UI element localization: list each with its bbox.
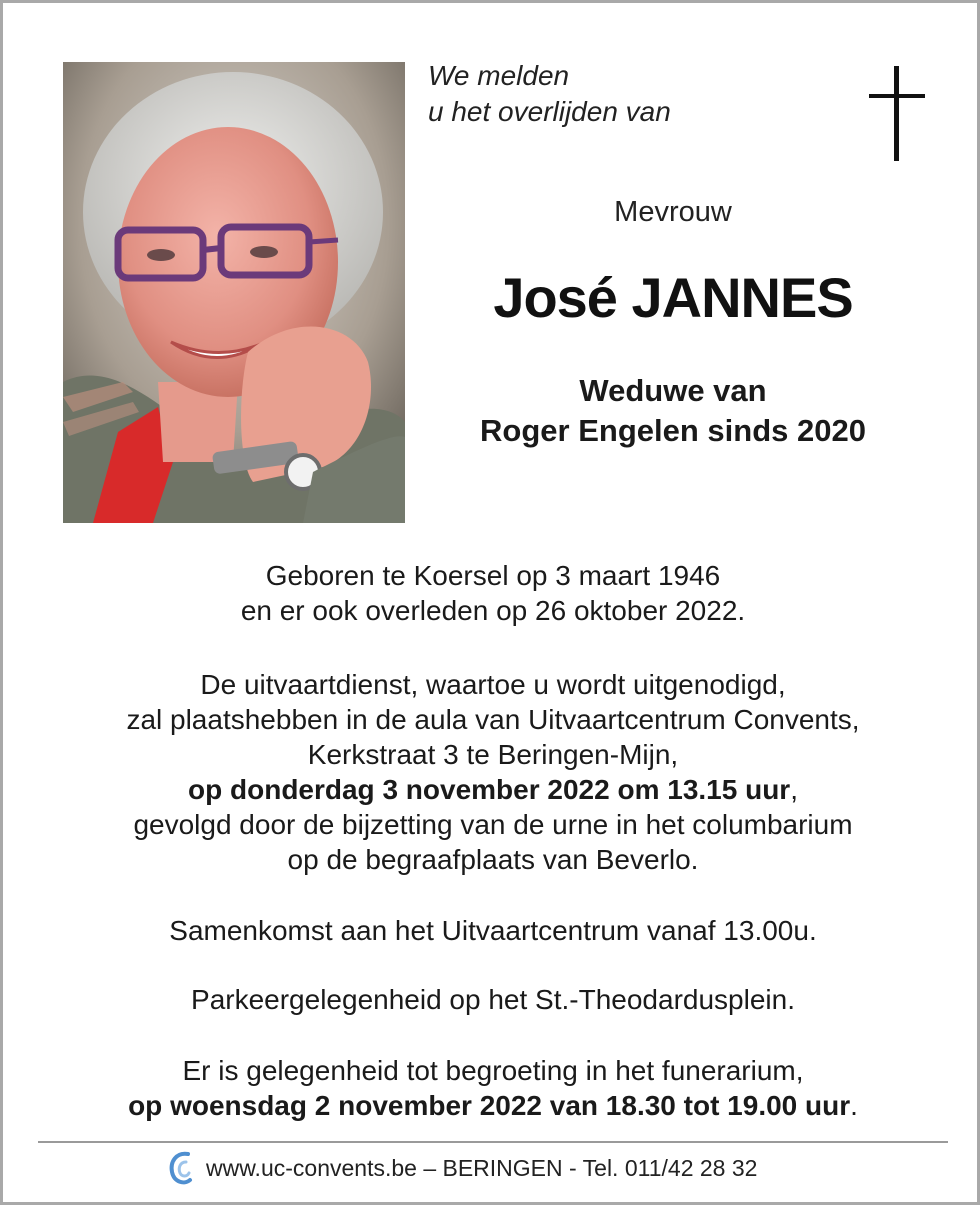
portrait-photo [63, 62, 405, 523]
birth-line: Geboren te Koersel op 3 maart 1946 [265, 560, 721, 591]
widow-of [423, 371, 923, 451]
intro-text [428, 58, 671, 130]
cross-icon [869, 66, 925, 162]
widow-line-1: Weduwe van [579, 373, 767, 408]
visitation-block [43, 1053, 943, 1123]
service-date-line: op donderdag 3 november 2022 om 13.15 uur, [188, 774, 798, 805]
footer-divider [38, 1141, 948, 1143]
service-date: op donderdag 3 november 2022 om 13.15 uur [188, 774, 791, 805]
service-line-1: De uitvaartdienst, waartoe u wordt uitgenodigd, [200, 669, 786, 700]
honorific: Mevrouw [614, 196, 732, 228]
visitation-date: op woensdag 2 november 2022 van 18.30 tot 19.00 uur [128, 1090, 851, 1121]
widow-line-2: Roger Engelen sinds 2020 [480, 413, 866, 448]
uc-convents-logo-icon [168, 1150, 194, 1186]
service-line-2: zal plaatshebben in de aula van Uitvaartcentrum Convents, [126, 704, 860, 735]
footer-contact: www.uc-convents.be – BERINGEN - Tel. 011/42 28 32 [206, 1154, 758, 1181]
footer [168, 1148, 757, 1188]
gathering-line: Samenkomst aan het Uitvaartcentrum vanaf 13.00u. [169, 915, 817, 946]
service-line-3: Kerkstraat 3 te Beringen-Mijn, [307, 739, 679, 770]
deceased-name: José JANNES [493, 266, 853, 329]
service-block [43, 667, 943, 877]
birth-death-block [43, 558, 943, 628]
service-line-5: gevolgd door de bijzetting van de urne in het columbarium [133, 809, 853, 840]
parking-line: Parkeergelegenheid op het St.-Theodardusplein. [191, 984, 795, 1015]
death-line: en er ook overleden op 26 oktober 2022. [240, 595, 746, 626]
visitation-date-line: op woensdag 2 november 2022 van 18.30 tot 19.00 uur. [128, 1090, 858, 1121]
intro-line-1: We melden [428, 60, 570, 91]
visitation-line-1: Er is gelegenheid tot begroeting in het funerarium, [182, 1055, 804, 1086]
intro-line-2: u het overlijden van [428, 96, 671, 127]
service-line-6: op de begraafplaats van Beverlo. [287, 844, 699, 875]
